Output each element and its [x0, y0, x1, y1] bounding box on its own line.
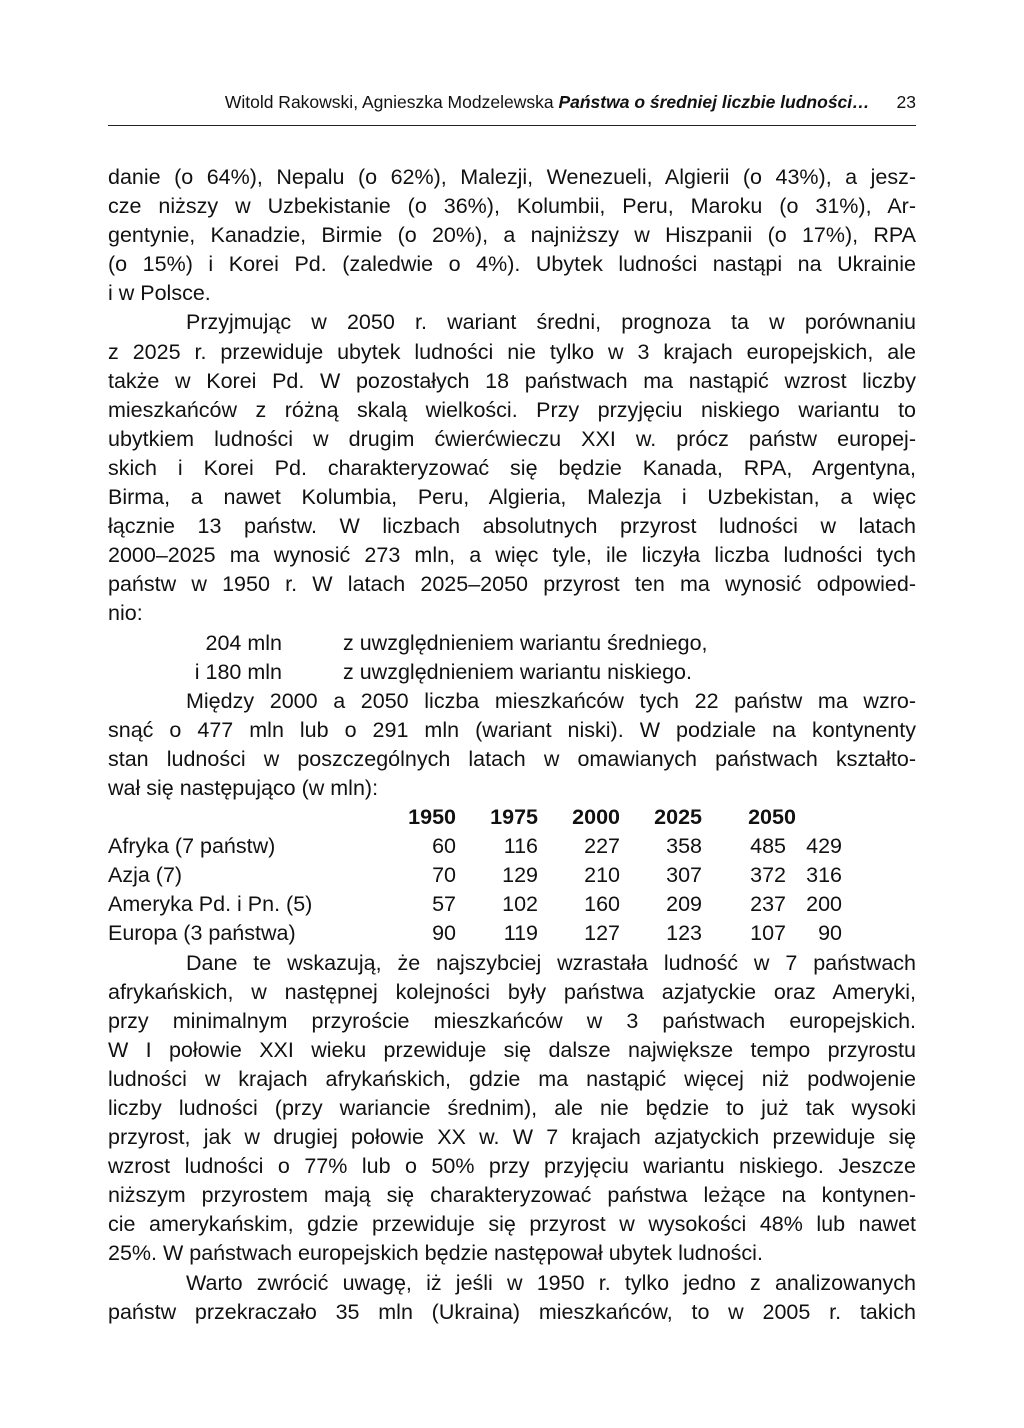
continents-paragraph [108, 687, 916, 803]
year-header: 1950 [408, 805, 456, 830]
text-line: Między 2000 a 2050 liczba mieszkańców tych 22 państw ma wzro- [186, 688, 916, 713]
text-line: Przyjmując w 2050 r. wariant średni, prognoza ta w porównaniu [186, 310, 916, 335]
header-title: Państwa o średniej liczbie ludności… [558, 92, 870, 112]
running-header [108, 90, 916, 114]
table-cell: 485 [750, 834, 786, 859]
text-line: ubytkiem ludności w drugim ćwierćwieczu XXI w. prócz państw europej- [108, 426, 916, 451]
table-row [108, 832, 916, 861]
table-cell: 57 [432, 892, 456, 917]
table-cell: 119 [503, 921, 538, 946]
text-line: państw przekraczało 35 mln (Ukraina) mieszkańców, to w 2005 r. takich [108, 1299, 916, 1324]
analysis-paragraph [108, 949, 916, 1269]
table-cell: 209 [666, 892, 702, 917]
page-body [108, 163, 916, 1327]
table-cell: 70 [432, 863, 456, 888]
year-header: 2000 [572, 805, 620, 830]
text-line: ludności w krajach afrykańskich, gdzie ma nastąpić więcej niż podwojenie [108, 1066, 916, 1091]
table-row [108, 919, 916, 948]
table-cell: 210 [584, 863, 620, 888]
text-line: i w Polsce. [108, 281, 211, 306]
table-cell: 316 [806, 863, 842, 888]
text-line: państw w 1950 r. W latach 2025–2050 przyrost ten ma wynosić odpowied- [108, 572, 916, 597]
table-cell: 129 [502, 863, 538, 888]
text-line: niższym przyrostem mają się charakteryzować państwa leżące na kontynen- [108, 1183, 916, 1208]
text-line: nio: [108, 601, 143, 626]
growth-amount: i 180 mln [194, 659, 282, 684]
table-cell: 307 [666, 863, 702, 888]
closing-paragraph [108, 1269, 916, 1327]
text-line: mieszkańców z różną skalą wielkości. Przy przyjęciu niskiego wariantu to [108, 397, 916, 422]
population-table [108, 803, 916, 948]
table-cell: 200 [806, 892, 842, 917]
growth-value-row [108, 658, 916, 687]
table-row [108, 861, 916, 890]
table-cell: 358 [666, 834, 702, 859]
text-line: wał się następująco (w mln): [108, 775, 379, 800]
intro-paragraph [108, 163, 916, 308]
text-line: 25%. W państwach europejskich będzie następował ubytek ludności. [108, 1241, 763, 1266]
table-cell: 127 [584, 921, 620, 946]
table-cell: 237 [750, 892, 786, 917]
text-line: także w Korei Pd. W pozostałych 18 państwach ma nastąpić wzrost liczby [108, 368, 916, 393]
growth-amount: 204 mln [205, 630, 282, 655]
text-line: (o 15%) i Korei Pd. (zaledwie o 4%). Ubytek ludności nastąpi na Ukrainie [108, 252, 916, 277]
text-line: 2000–2025 ma wynosić 273 mln, a więc tyle, ile liczyła liczba ludności tych [108, 543, 916, 568]
text-line: cie amerykańskim, gdzie przewiduje się przyrost w wysokości 48% lub nawet [108, 1212, 916, 1237]
region-name: Azja (7) [108, 863, 183, 888]
forecast-paragraph [108, 308, 916, 628]
header-rule [108, 125, 916, 126]
text-line: Dane te wskazują, że najszybciej wzrastała ludność w 7 państwach [186, 950, 916, 975]
text-line: Warto zwrócić uwagę, iż jeśli w 1950 r. tylko jedno z analizowanych [186, 1270, 916, 1295]
table-cell: 227 [584, 834, 620, 859]
table-cell: 372 [750, 863, 786, 888]
text-line: przy minimalnym przyroście mieszkańców w 3 państwach europejskich. [108, 1008, 916, 1033]
header-authors: Witold Rakowski, Agnieszka Modzelewska [224, 92, 554, 112]
growth-values [108, 629, 916, 687]
text-line: stan ludności w poszczególnych latach w omawianych państwach kształto- [108, 746, 916, 771]
table-row [108, 890, 916, 919]
text-line: cze niższy w Uzbekistanie (o 36%), Kolumbii, Peru, Maroku (o 31%), Ar- [108, 194, 916, 219]
year-header: 2050 [748, 805, 796, 830]
page-number: 23 [896, 92, 916, 112]
year-header: 1975 [490, 805, 538, 830]
table-header-row [108, 803, 916, 832]
growth-value-row [108, 629, 916, 658]
table-cell: 90 [432, 921, 456, 946]
table-cell: 60 [432, 834, 456, 859]
growth-description: z uwzględnieniem wariantu średniego, [343, 630, 708, 655]
text-line: gentynie, Kanadzie, Birmie (o 20%), a najniższy w Hiszpanii (o 17%), RPA [108, 223, 916, 248]
table-cell: 102 [502, 892, 538, 917]
region-name: Afryka (7 państw) [108, 834, 276, 859]
text-line: Birma, a nawet Kolumbia, Peru, Algieria, Malezja i Uzbekistan, a więc [108, 485, 916, 510]
text-line: afrykańskich, w następnej kolejności były państwa azjatyckie oraz Ameryki, [108, 979, 916, 1004]
text-line: wzrost ludności o 77% lub o 50% przy przyjęciu wariantu niskiego. Jeszcze [108, 1154, 916, 1179]
table-cell: 123 [666, 921, 702, 946]
text-line: z 2025 r. przewiduje ubytek ludności nie tylko w 3 krajach europejskich, ale [108, 339, 916, 364]
growth-description: z uwzględnieniem wariantu niskiego. [343, 659, 692, 684]
year-header: 2025 [654, 805, 702, 830]
text-line: przyrost, jak w drugiej połowie XX w. W 7 krajach azjatyckich przewiduje się [108, 1125, 916, 1150]
text-line: W I połowie XXI wieku przewiduje się dalsze największe tempo przyrostu [108, 1037, 916, 1062]
table-cell: 160 [584, 892, 620, 917]
text-line: danie (o 64%), Nepalu (o 62%), Malezji, Wenezueli, Algierii (o 43%), a jesz- [108, 165, 916, 189]
region-name: Europa (3 państwa) [108, 921, 296, 946]
text-line: łącznie 13 państw. W liczbach absolutnych przyrost ludności w latach [108, 514, 916, 539]
table-cell: 107 [750, 921, 786, 946]
text-line: liczby ludności (przy wariancie średnim), ale nie będzie to już tak wysoki [108, 1096, 916, 1120]
table-cell: 116 [503, 834, 538, 859]
table-cell: 90 [818, 921, 842, 946]
table-cell: 429 [806, 834, 842, 859]
region-name: Ameryka Pd. i Pn. (5) [108, 892, 313, 917]
text-line: skich i Korei Pd. charakteryzować się będzie Kanada, RPA, Argentyna, [108, 455, 916, 480]
text-line: snąć o 477 mln lub o 291 mln (wariant niski). W podziale na kontynenty [108, 717, 916, 742]
